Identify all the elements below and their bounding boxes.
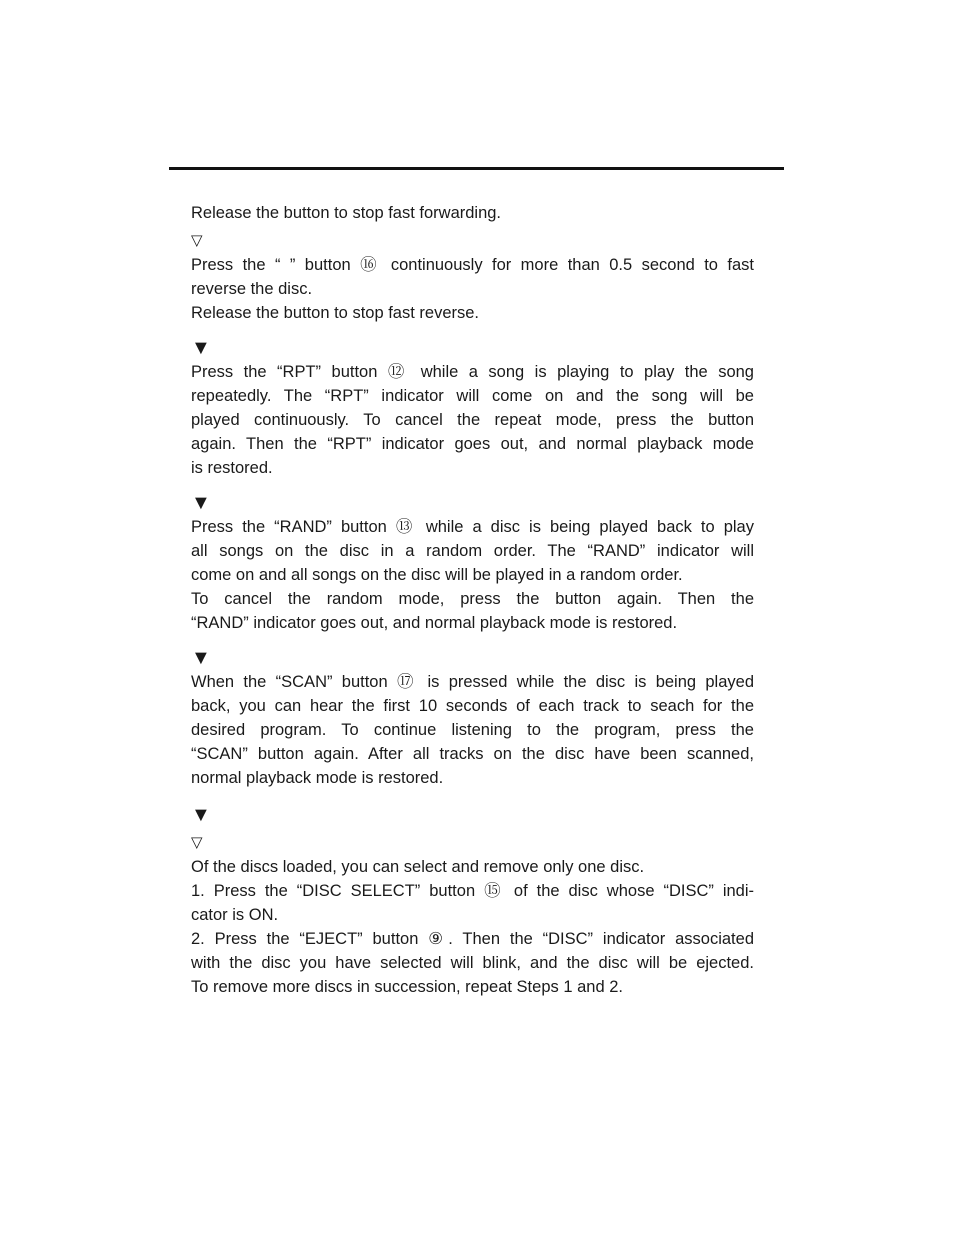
text-line: When the “SCAN” button ⑰ is pressed while the disc is being played xyxy=(191,673,754,691)
repeat-section xyxy=(191,336,754,480)
text-line: reverse the disc. xyxy=(191,280,313,298)
text-line: To cancel the random mode, press the button again. Then the xyxy=(191,590,754,608)
text-line: played continuously. To cancel the repeat mode, press the button xyxy=(191,411,754,429)
fast-forward-section xyxy=(191,201,754,225)
text-line: normal playback mode is restored. xyxy=(191,769,444,787)
text-line: To remove more discs in succession, repeat Steps 1 and 2. xyxy=(191,978,623,996)
text-line: “RAND” indicator goes out, and normal playback mode is restored. xyxy=(191,614,678,632)
text-line: with the disc you have selected will blink, and the disc will be ejected. xyxy=(191,954,754,972)
text-line: Press the “RAND” button ⑬ while a disc is being played back to play xyxy=(191,518,754,536)
filled-triangle-icon: ▼ xyxy=(191,647,211,669)
outline-triangle-icon: ▽ xyxy=(191,834,203,851)
header-rule xyxy=(169,167,784,170)
random-section xyxy=(191,491,754,635)
text-line: Press the “ ” button ⑯ continuously for more than 0.5 second to fast xyxy=(191,256,754,274)
text-line: again. Then the “RPT” indicator goes out, and normal playback mode xyxy=(191,435,754,453)
text-line: “SCAN” button again. After all tracks on the disc have been scanned, xyxy=(191,745,754,763)
text-line: Release the button to stop fast forwarding. xyxy=(191,204,502,222)
filled-triangle-icon: ▼ xyxy=(191,337,211,359)
manual-page-content xyxy=(191,201,754,999)
text-line: is restored. xyxy=(191,459,273,477)
text-line: Of the discs loaded, you can select and remove only one disc. xyxy=(191,858,645,876)
text-line: Release the button to stop fast reverse. xyxy=(191,304,480,322)
filled-triangle-icon: ▼ xyxy=(191,492,211,514)
scan-section xyxy=(191,646,754,790)
fast-reverse-section xyxy=(191,229,754,325)
text-line: Press the “RPT” button ⑫ while a song is playing to play the song xyxy=(191,363,754,381)
text-line: all songs on the disc in a random order. The “RAND” indicator will xyxy=(191,542,754,560)
text-line: repeatedly. The “RPT” indicator will come on and the song will be xyxy=(191,387,754,405)
text-line: cator is ON. xyxy=(191,906,279,924)
outline-triangle-icon: ▽ xyxy=(191,232,203,249)
eject-section xyxy=(191,803,754,999)
text-line: 1. Press the “DISC SELECT” button ⑮ of the disc whose “DISC” indi- xyxy=(191,882,754,900)
filled-triangle-icon: ▼ xyxy=(191,804,211,826)
text-line: come on and all songs on the disc will be played in a random order. xyxy=(191,566,683,584)
text-line: back, you can hear the first 10 seconds of each track to seach for the xyxy=(191,697,754,715)
text-line: 2. Press the “EJECT” button ⑨. Then the “DISC” indicator associated xyxy=(191,930,754,948)
text-line: desired program. To continue listening to the program, press the xyxy=(191,721,754,739)
